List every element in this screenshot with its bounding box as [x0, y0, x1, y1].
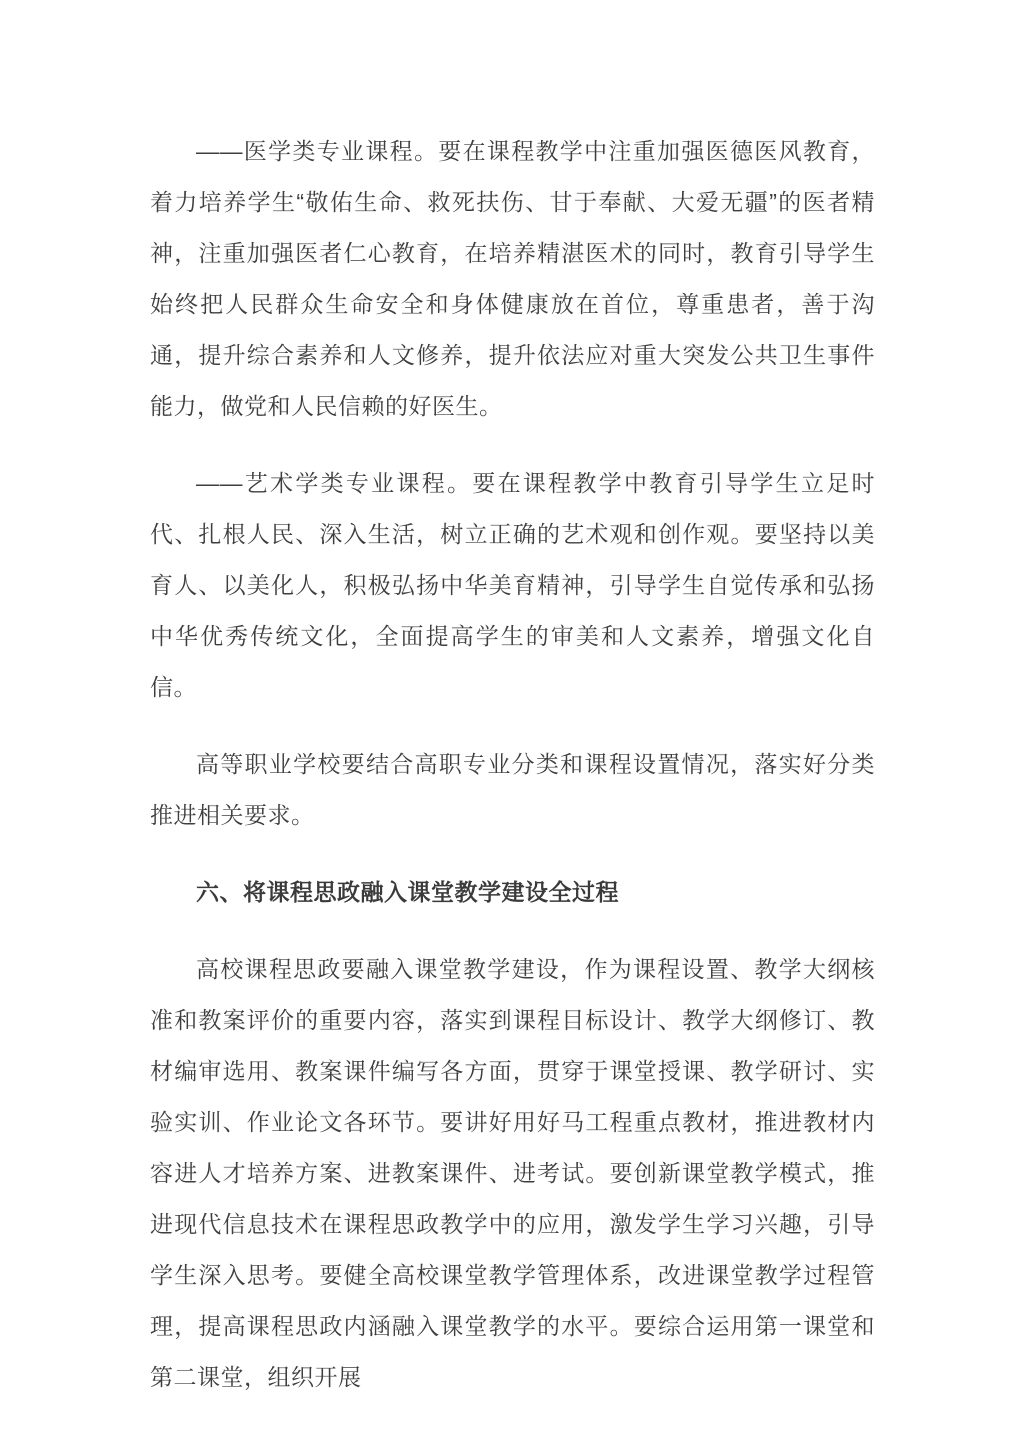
paragraph-arts-courses: ——艺术学类专业课程。要在课程教学中教育引导学生立足时代、扎根人民、深入生活，树立正确的艺术观和创作观。要坚持以美育人、以美化人，积极弘扬中华美育精神，引导学生自觉传承和弘扬中华优秀传统文化，全面提高学生的审美和人文素养，增强文化自信。	[150, 470, 875, 700]
section-heading-six: 六、将课程思政融入课堂教学建设全过程	[196, 879, 619, 905]
paragraph-classroom-teaching: 高校课程思政要融入课堂教学建设，作为课程设置、教学大纲核准和教案评价的重要内容，落实到课程目标设计、教学大纲修订、教材编审选用、教案课件编写各方面，贯穿于课堂授课、教学研讨、实验实训、作业论文各环节。要讲好用好马工程重点教材，推进教材内容进人才培养方案、进教案课件、进考试。要创新课堂教学模式，推进现代信息技术在课程思政教学中的应用，激发学生学习兴趣，引导学生深入思考。要健全高校课堂教学管理体系，改进课堂教学过程管理，提高课程思政内涵融入课堂教学的水平。要综合运用第一课堂和第二课堂，组织开展	[150, 956, 875, 1390]
paragraph-vocational-schools: 高等职业学校要结合高职专业分类和课程设置情况，落实好分类推进相关要求。	[150, 751, 875, 828]
paragraph-medical-courses: ——医学类专业课程。要在课程教学中注重加强医德医风教育，着力培养学生“敬佑生命、救死扶伤、甘于奉献、大爱无疆”的医者精神，注重加强医者仁心教育，在培养精湛医术的同时，教育引导学生始终把人民群众生命安全和身体健康放在首位，尊重患者，善于沟通，提升综合素养和人文修养，提升依法应对重大突发公共卫生事件能力，做党和人民信赖的好医生。	[150, 138, 875, 419]
